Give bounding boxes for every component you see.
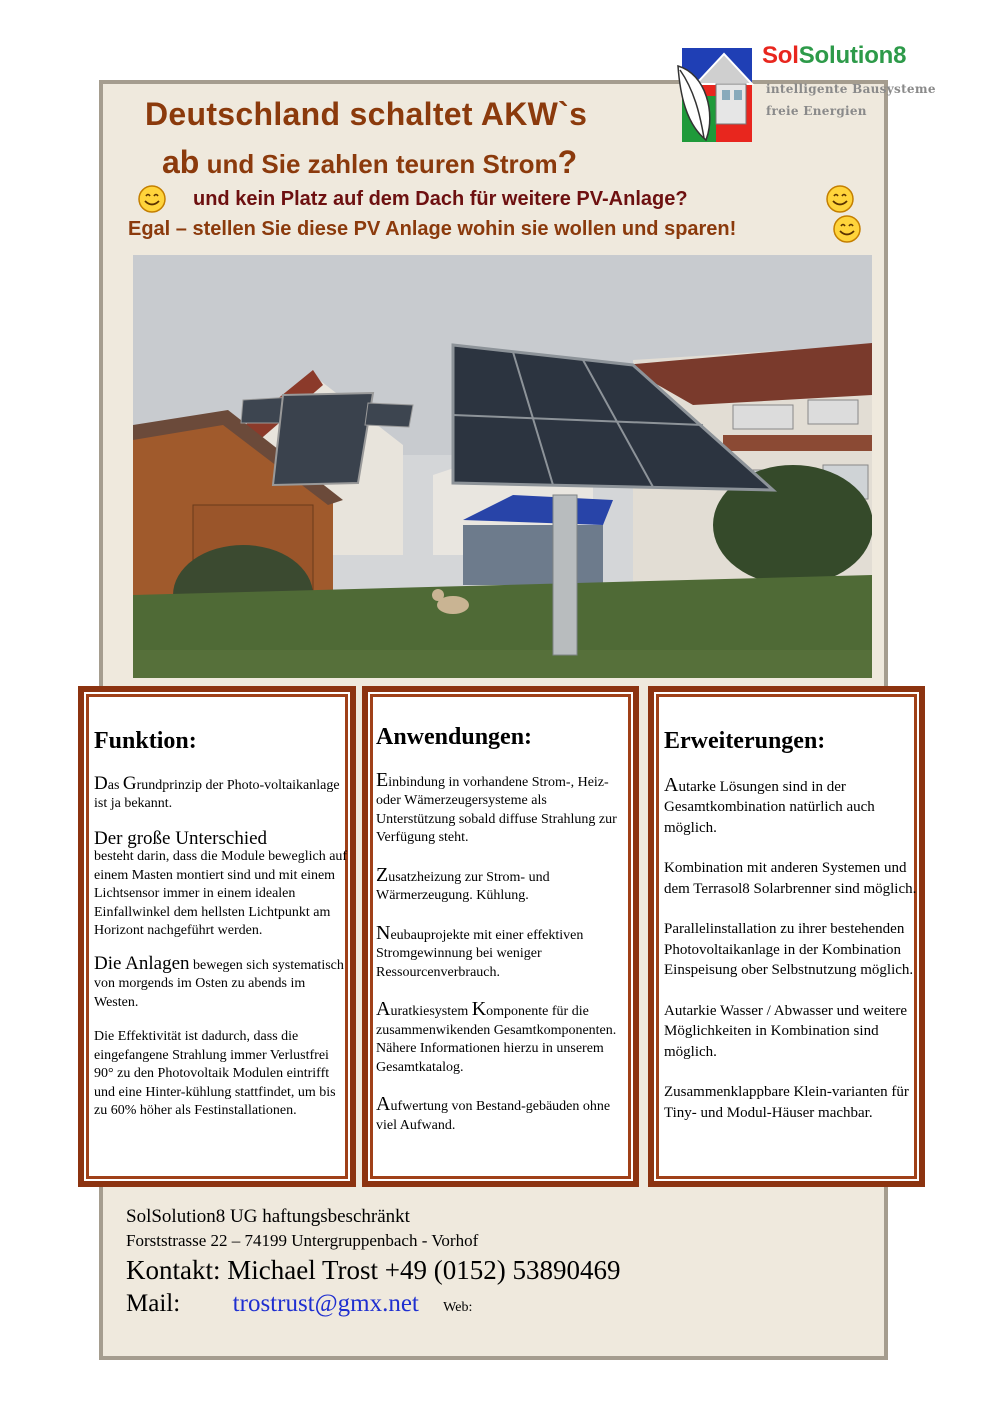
erweiterungen-paragraph-4: Autarkie Wasser / Abwasser und weitere Möglichkeiten in Kombination sind möglich. [664, 1002, 908, 1060]
funktion-paragraph-2: Der große Unterschied besteht darin, dass die Module beweglich auf einem Masten montiert sind und mit einem Lichtsensor immer in einem idealen Einfallwinkel dem hellsten Lichtpunkt am Horizont nachgeführt werden. [94, 827, 348, 939]
brand-tagline-2: freie Energien [766, 104, 867, 118]
funktion-paragraph-4: Die Effektivität ist dadurch, dass die eingefangene Strahlung immer Verlustfrei 90° zu den Photovoltaik Modulen eintrifft und eine Hinter-kühlung stattfindet, um bis zu 60% höher als Festinstallationen. [94, 1029, 336, 1119]
mail-line [126, 1287, 620, 1325]
headline-line-4: Egal – stellen Sie diese PV Anlage wohin sie wollen und sparen! [128, 218, 737, 240]
erweiterungen-paragraph-1: Autarke Lösungen sind in der Gesamtkombination natürlich auch möglich. [664, 773, 875, 836]
headline-line-3: und kein Platz auf dem Dach für weitere PV-Anlage? [193, 188, 688, 210]
smiley-icon [832, 214, 862, 244]
brand-tagline-1: intelligente Bausysteme [766, 82, 936, 96]
mail-link[interactable]: trostrust@gmx.net [232, 1290, 419, 1317]
solar-tracker-photo [133, 255, 872, 678]
erweiterungen-title: Erweiterungen: [664, 727, 826, 754]
company-name: SolSolution8 UG haftungsbeschränkt [126, 1206, 410, 1227]
mail-label: Mail: [126, 1290, 181, 1317]
smiley-icon [825, 184, 855, 214]
company-logo [676, 40, 936, 150]
web-label: Web: [443, 1300, 473, 1315]
funktion-paragraph-3: Die Anlagen bewegen sich systematisch von morgends im Osten zu abends im Westen. [94, 952, 344, 1010]
erweiterungen-paragraph-5: Zusammenklappbare Klein-varianten für Tiny- und Modul-Häuser machbar. [664, 1084, 909, 1121]
funktion-title: Funktion: [94, 727, 197, 754]
brand-name: SolSolution8 [762, 42, 907, 69]
anwendungen-paragraph-5: Aufwertung von Bestand-gebäuden ohne viel Aufwand. [376, 1093, 611, 1133]
anwendungen-title: Anwendungen: [376, 723, 533, 750]
footer-contact [126, 1205, 620, 1325]
funktion-content [94, 708, 352, 1121]
erweiterungen-content [664, 708, 920, 1123]
erweiterungen-paragraph-2: Kombination mit anderen Systemen und dem Terrasol8 Solarbrenner sind möglich. [664, 860, 917, 897]
erweiterungen-paragraph-3: Parallelinstallation zu ihrer bestehenden Photovoltaikanlage in der Kombination Einspeisung ober Selbstnutzung möglich. [664, 921, 914, 979]
anwendungen-paragraph-1: Einbindung in vorhandene Strom-, Heiz- oder Wämerzeugersysteme als Unterstützung sobald diffuse Strahlung zur Verfügung steht. [376, 768, 617, 846]
smiley-icon [137, 184, 167, 214]
anwendungen-paragraph-2: Zusatzheizung zur Strom- und Wärmerzeugung. Kühlung. [376, 863, 550, 904]
anwendungen-content [376, 704, 628, 1135]
headline-line-2: ab und Sie zahlen teuren Strom? [162, 144, 578, 180]
funktion-paragraph-1: Das Grundprinzip der Photo-voltaikanlage ist ja bekannt. [94, 772, 340, 812]
headline-line-1: Deutschland schaltet AKW`s [145, 96, 588, 132]
house-leaf-logo-icon [676, 44, 756, 144]
contact-line: Kontakt: Michael Trost +49 (0152) 53890469 [126, 1255, 621, 1285]
anwendungen-paragraph-4: Auratkiesystem Komponente für die zusammenwikenden Gesamtkomponenten. Nähere Informationen hierzu in unserem Gesamtkatalog. [376, 998, 617, 1075]
company-address: Forststrasse 22 – 74199 Untergruppenbach - Vorhof [126, 1231, 479, 1250]
anwendungen-paragraph-3: Neubauprojekte mit einer effektiven Stromgewinnung bei weniger Ressourcenverbrauch. [376, 921, 584, 980]
